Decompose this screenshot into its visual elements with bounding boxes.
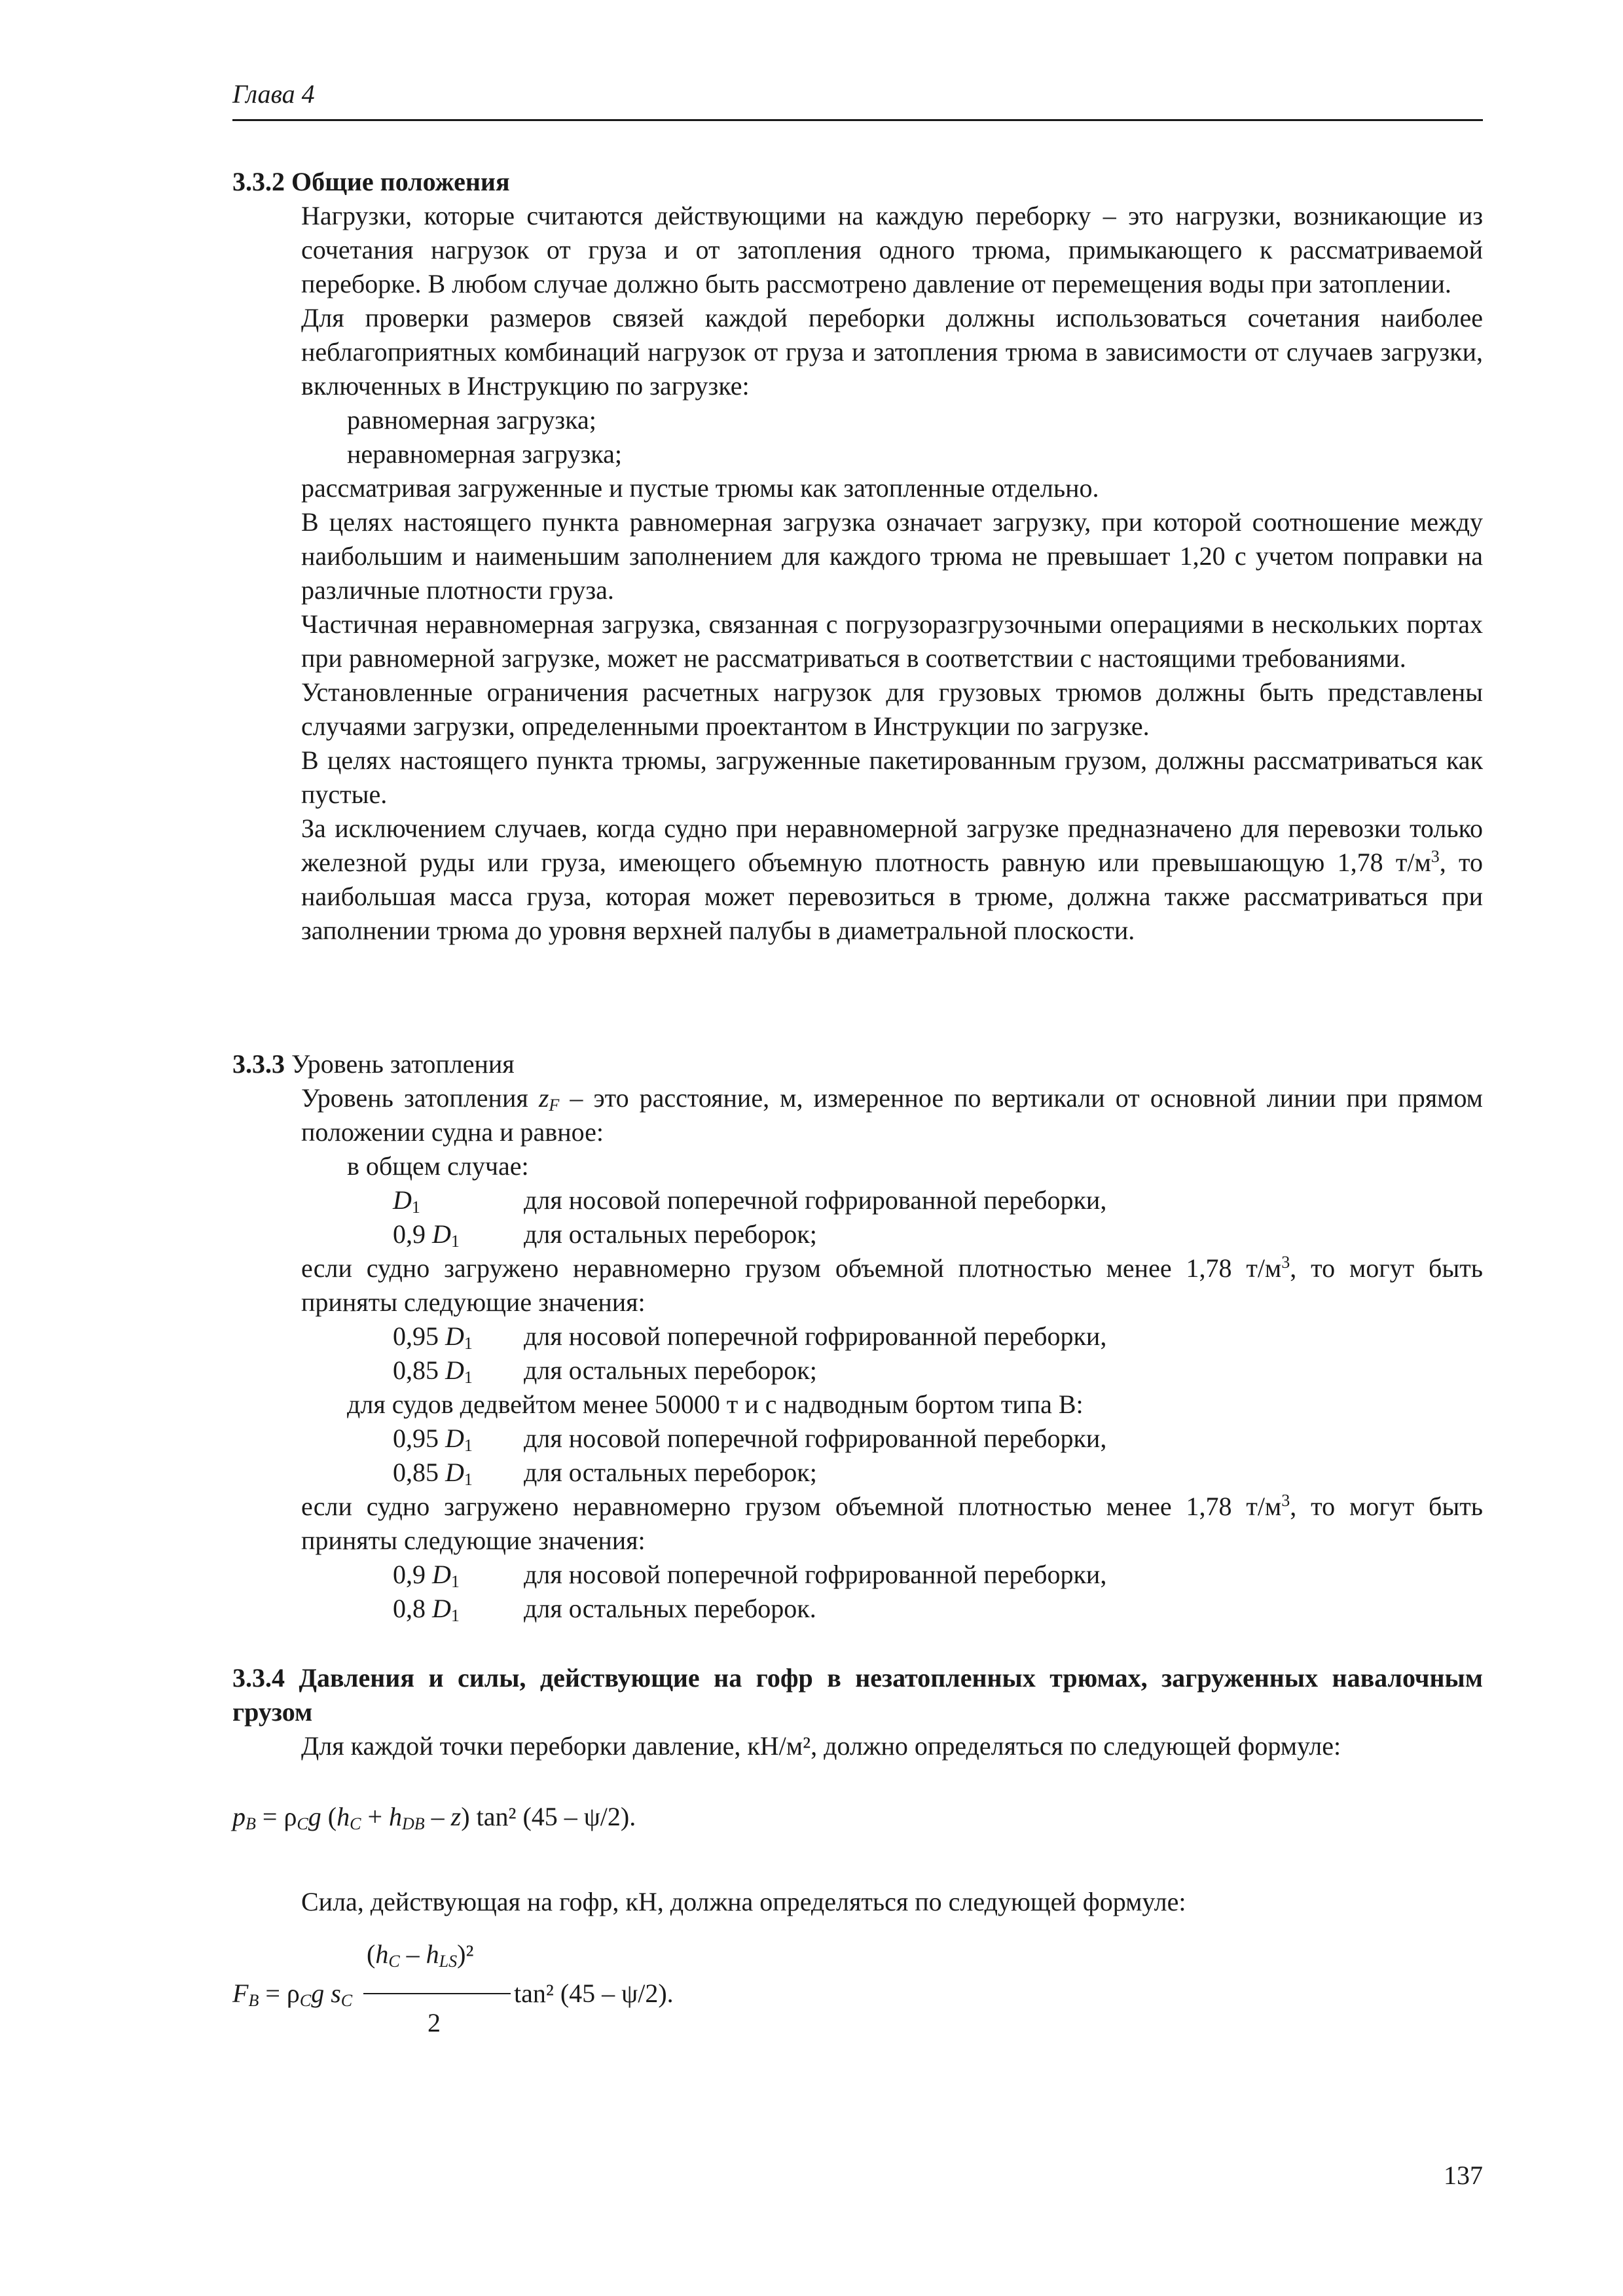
running-header: [232, 79, 1483, 121]
formula-tail: tan² (45 – ψ/2).: [514, 1979, 674, 2008]
paragraph: За исключением случаев, когда судно при неравномерной загрузке предназначено для перевозки только железной руды или груза, имеющего объемную плотность равную или превышающую 1,78 $т/м^3$, то наибольшая масса груза, которая может перевозиться в трюме, должна также рассматриваться при заполнении трюма до уровня верхней палубы в диаметральной плоскости.: [301, 814, 1484, 945]
paragraph: Нагрузки, которые считаются действующими на каждую переборку – это нагрузки, возникающие из сочетания нагрузок от груза и от затопления одного трюма, примыкающего к рассматриваемой переборке. В любом случае должно быть рассмотрено давление от перемещения воды при затоплении.: [301, 201, 1483, 298]
paragraph: если судно загружено неравномерно грузом объемной плотностью менее 1,78 $т/м^3$, то могут быть приняты следующие значения:: [301, 1491, 1483, 1555]
flood-level-row: 0,8 $D_1$ для остальных переборок.: [393, 1594, 816, 1625]
paragraph: Для проверки размеров связей каждой переборки должны использоваться сочетания наиболее неблагоприятных комбинаций нагрузок от груза и затопления трюма в зависимости от случаев загрузки, включенных в Инструкцию по загрузке:: [301, 303, 1483, 401]
flood-level-row: 0,85 $D_1$ для остальных переборок;: [393, 1355, 817, 1387]
paragraph: если судно загружено неравномерно грузом объемной плотностью менее 1,78 $т/м^3$, то могут быть приняты следующие значения:: [301, 1253, 1483, 1317]
fraction-denominator: 2: [428, 2008, 441, 2037]
paragraph: Частичная неравномерная загрузка, связанная с погрузоразгрузочными операциями в нескольких портах при равномерной загрузке, может не рассматриваться в соответствии с настоящими требованиями.: [301, 609, 1483, 673]
paragraph: В целях настоящего пункта трюмы, загруженные пакетированным грузом, должны рассматриваться как пустые.: [301, 745, 1483, 809]
case-label: для судов дедвейтом менее 50000 т и с надводным бортом типа B:: [347, 1390, 1084, 1419]
flood-level-row: $D_1$ для носовой поперечной гофрированной переборки,: [393, 1185, 1107, 1217]
paragraph: В целях настоящего пункта равномерная загрузка означает загрузку, при которой соотношение между наибольшим и наименьшим заполнением для каждого трюма не превышает 1,20 с учетом поправки на различные плотности груза.: [301, 507, 1483, 605]
page-number: 137: [1444, 2161, 1483, 2190]
section-3-3-4: [232, 1661, 1483, 1763]
case-label: в общем случае:: [347, 1151, 529, 1181]
flood-level-row: 0,9 $D_1$ для остальных переборок;: [393, 1219, 817, 1251]
list-item: равномерная загрузка;: [347, 405, 596, 435]
fraction-bar: [363, 1993, 511, 1994]
paragraph: Для каждой точки переборки давление, кН/м², должно определяться по следующей формуле:: [301, 1731, 1341, 1761]
section-heading: 3.3.2 Общие положения: [232, 167, 510, 196]
chapter-title: Глава 4: [232, 79, 315, 109]
pressure-formula: $p_B = \rho_Cg$ $(h_C + h_{DB} - z)$ tan² (45 – ψ/2).: [232, 1802, 636, 1833]
fraction-numerator: $(h_C - h_{LS})^2$: [367, 1939, 474, 1971]
paragraph: Уровень затопления $z_F$ – это расстояние, м, измеренное по вертикали от основной линии при прямом положении судна и равное:: [301, 1083, 1483, 1147]
paragraph: рассматривая загруженные и пустые трюмы как затопленные отдельно.: [301, 473, 1099, 503]
force-formula: [232, 1937, 887, 2042]
paragraph: Установленные ограничения расчетных нагрузок для грузовых трюмов должны быть представлены случаями загрузки, определенными проектантом в Инструкции по загрузке.: [301, 677, 1483, 741]
flood-level-row: 0,9 $D_1$ для носовой поперечной гофрированной переборки,: [393, 1560, 1107, 1591]
section-heading: 3.3.4 Давления и силы, действующие на гофр в незатопленных трюмах, загруженных навалочным грузом: [232, 1663, 1484, 1727]
list-item: неравномерная загрузка;: [347, 439, 622, 469]
flood-level-row: 0,85 $D_1$ для остальных переборок;: [393, 1458, 817, 1489]
formula-lhs: $F_B = \rho_Cg$ $s_C$: [232, 1979, 353, 2010]
section-3-3-2: [232, 165, 1483, 948]
paragraph: Сила, действующая на гофр, кН, должна определяться по следующей формуле:: [301, 1887, 1186, 1916]
flood-level-row: 0,95 $D_1$ для носовой поперечной гофрированной переборки,: [393, 1424, 1107, 1455]
section-heading: 3.3.3 Уровень затопления: [232, 1049, 515, 1079]
section-3-3-3: [232, 1047, 1483, 1626]
flood-level-row: 0,95 $D_1$ для носовой поперечной гофрированной переборки,: [393, 1321, 1107, 1353]
